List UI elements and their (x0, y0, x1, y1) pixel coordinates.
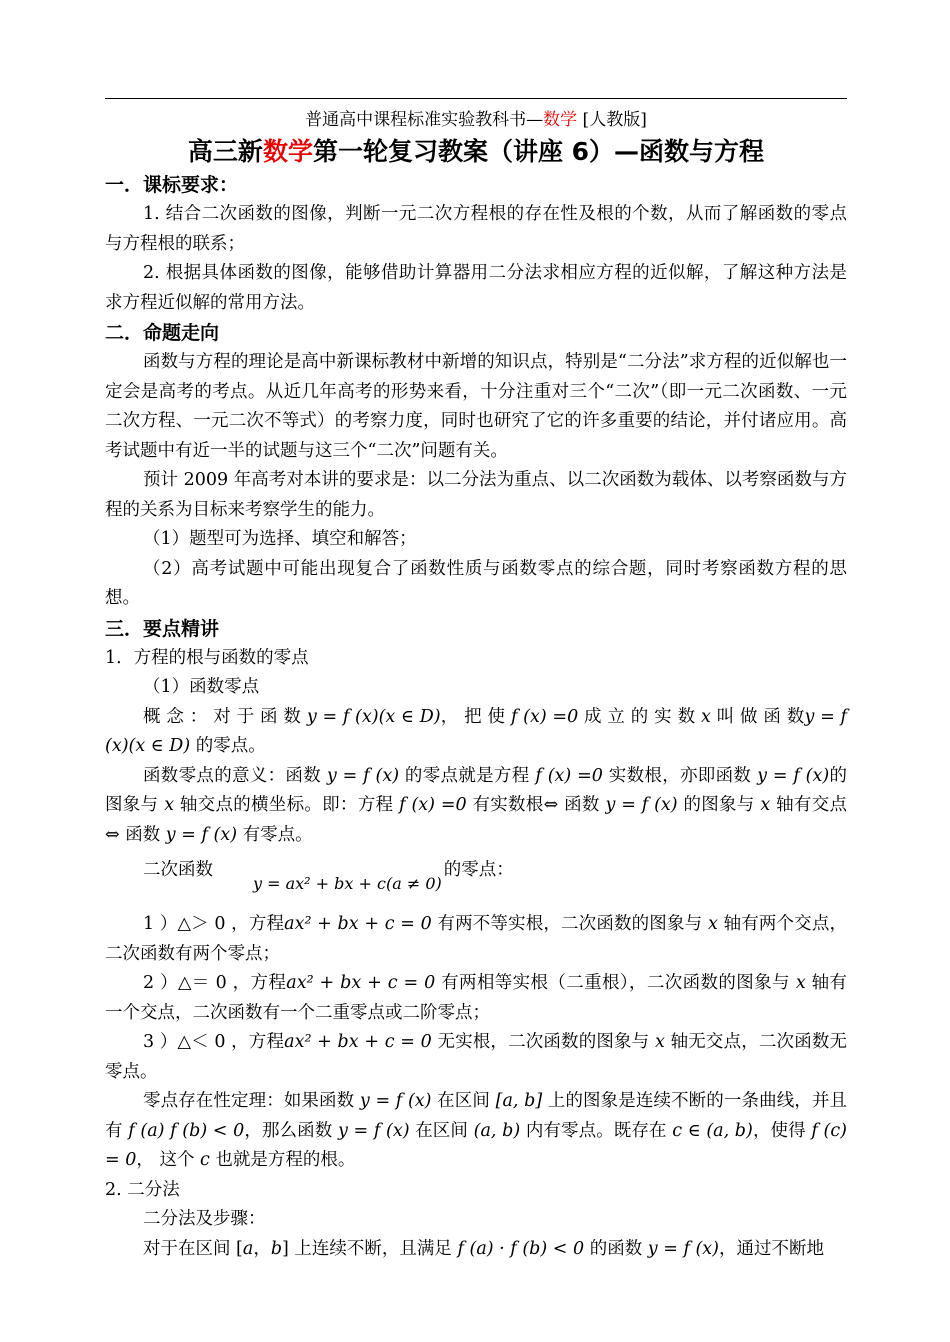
title-math-word: 数学 (262, 137, 313, 166)
textbook-subtitle: 普通高中课程标准实验教科书—数学 [人教版] (305, 110, 647, 130)
s2-paragraph-4: （2）高考试题中可能出现复合了函数性质与函数零点的综合题，同时考察函数方程的思想。 (105, 558, 847, 608)
bisection-title: 二分法及步骤： (143, 1209, 266, 1229)
meaning-paragraph: 函数零点的意义：函数 y = f (x) 的零点就是方程 f (x) =0 实数根，亦即函数 y = f (x)的图象与 x 轴交点的横坐标。即：方程 f (x) =0 有实数根⇔ 函数 y = f (x) 的图象与 x 轴有交点⇔ 函数 y = f (x) 有零点。 (105, 765, 848, 845)
document-body (105, 106, 847, 1264)
section-2-heading: 二．命题走向 (105, 322, 220, 344)
bisection-paragraph: 对于在区间 [a，b] 上连续不断，且满足 f (a) · f (b) < 0 的函数 y = f (x)，通过不断地 (143, 1238, 825, 1259)
quadratic-zero-heading: 二次函数y = ax² + bx + c(a ≠ 0)的零点： (105, 850, 847, 904)
s2-paragraph-2: 预计 2009 年高考对本讲的要求是：以二分法为重点、以二次函数为载体、以考察函数与方程的关系为目标来考察学生的能力。 (105, 470, 847, 520)
s1-paragraph-1: 1. 结合二次函数的图像，判断一元二次方程根的存在性及根的个数，从而了解函数的零点与方程根的联系； (105, 204, 847, 254)
s2-paragraph-1: 函数与方程的理论是高中新课标教材中新增的知识点，特别是“二分法”求方程的近似解也一定会是高考的考点。从近几年高考的形势来看，十分注重对三个“二次”（即一元二次函数、一元二次方程、一元二次不等式）的考察力度，同时也研究了它的许多重要的结论，并付诸应用。高考试题中有近一半的试题与这三个“二次”问题有关。 (105, 352, 847, 461)
existence-theorem-paragraph: 零点存在性定理：如果函数 y = f (x) 在区间 [a, b] 上的图象是连续不断的一条曲线，并且有 f (a) f (b) < 0，那么函数 y = f (x) 在区间 (a, b) 内有零点。既存在 c ∈ (a, b)，使得 f (c) = 0， 这个 c 也就是方程的根。 (105, 1091, 848, 1170)
s2-paragraph-3: （1）题型可为选择、填空和解答； (143, 529, 417, 549)
header-rule (105, 98, 847, 99)
subtitle-math-word: 数学 (543, 110, 578, 130)
section-3-heading: 三．要点精讲 (105, 617, 220, 640)
s3-subheading-1: 1．方程的根与函数的零点 (105, 647, 309, 668)
case-1-paragraph: 1 ）△＞ 0 ，方程ax² + bx + c = 0 有两不等实根，二次函数的图象与 x 轴有两个交点，二次函数有两个零点； (105, 914, 847, 964)
s1-paragraph-2: 2. 根据具体函数的图像，能够借助计算器用二分法求相应方程的近似解，了解这种方法是求方程近似解的常用方法。 (105, 263, 847, 313)
concept-paragraph: 概 念 ： 对 于 函 数 y = f (x)(x ∈ D)， 把 使 f (x) =0 成 立 的 实 数 x 叫 做 函 数y = f (x)(x ∈ D) 的零点。 (105, 706, 847, 756)
s3-subheading-2: 2. 二分法 (105, 1179, 180, 1200)
section-1-heading: 一．课标要求： (105, 174, 239, 196)
case-3-paragraph: 3 ）△＜ 0 ，方程ax² + bx + c = 0 无实根，二次函数的图象与 x 轴无交点，二次函数无零点。 (105, 1032, 847, 1082)
quadratic-formula: y = ax² + bx + c(a ≠ 0) (253, 874, 442, 893)
case-2-paragraph: 2 ）△＝ 0 ，方程ax² + bx + c = 0 有两相等实根（二重根），二次函数的图象与 x 轴有一个交点，二次函数有一个二重零点或二阶零点； (105, 973, 847, 1023)
s3-subheading-1a: （1）函数零点 (143, 677, 260, 697)
page-title: 高三新数学第一轮复习教案（讲座 6）—函数与方程 (187, 137, 765, 166)
